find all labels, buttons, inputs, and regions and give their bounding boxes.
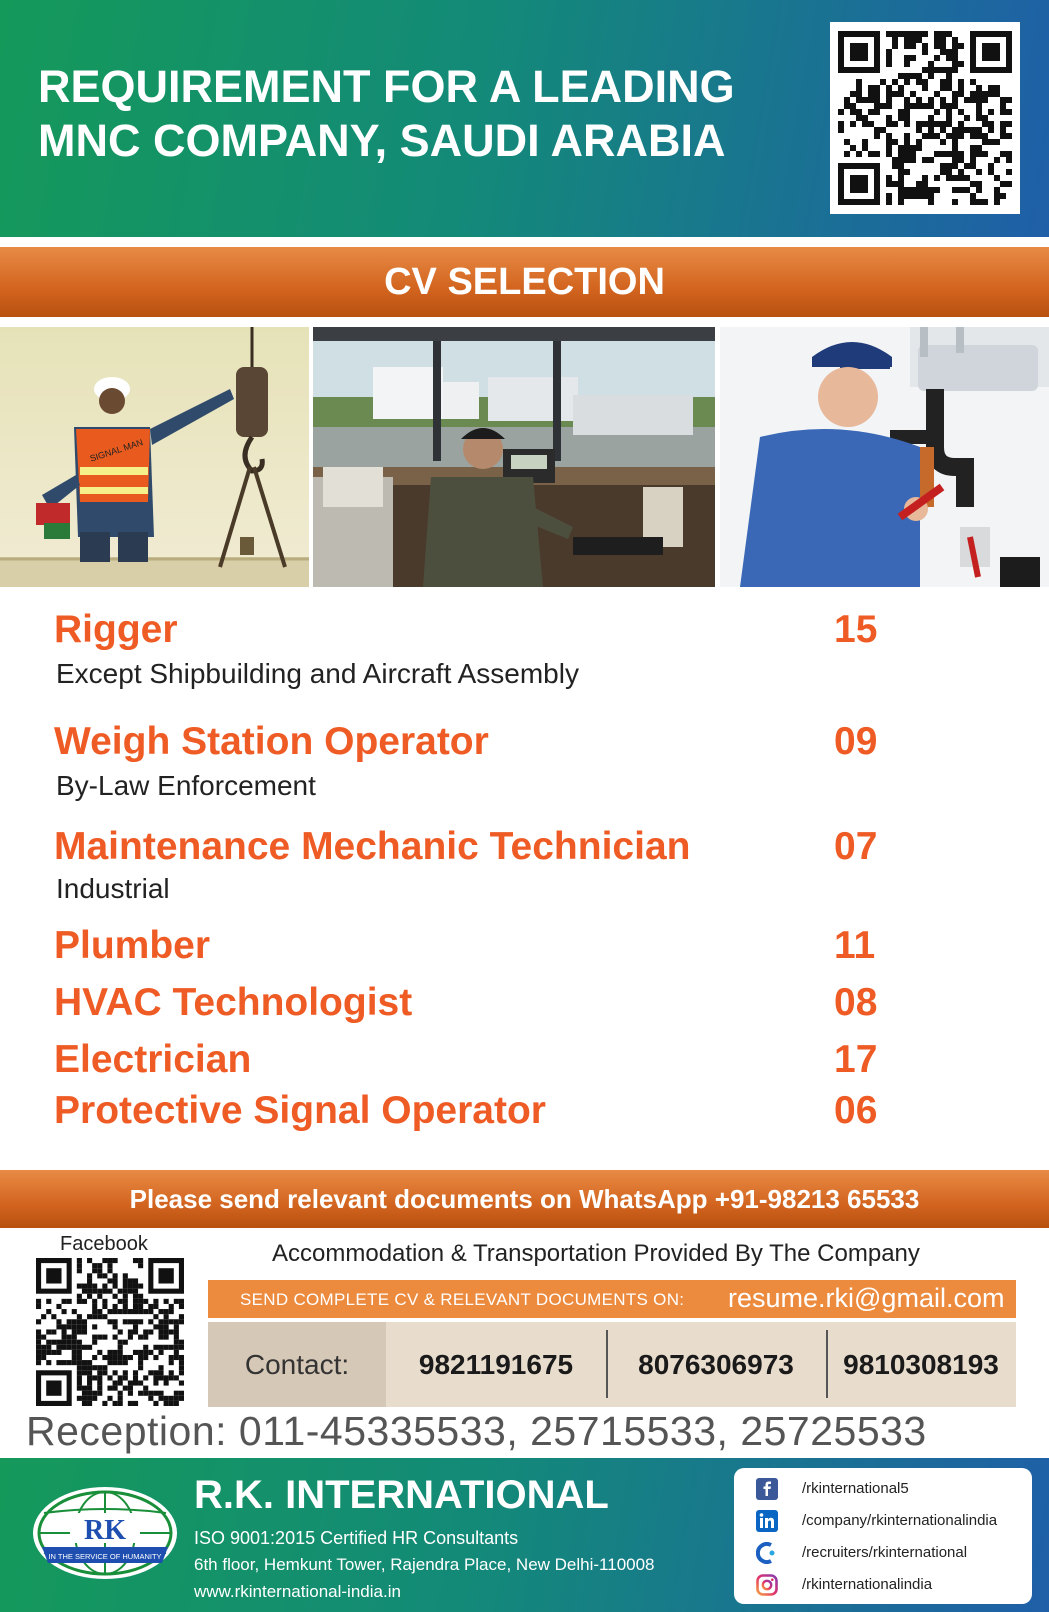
send-cv-label: SEND COMPLETE CV & RELEVANT DOCUMENTS ON:: [240, 1290, 685, 1309]
job-count: 09: [834, 720, 878, 763]
phone-number[interactable]: 9810308193: [843, 1349, 999, 1380]
title-line-1: REQUIREMENT FOR A LEADING: [38, 61, 735, 112]
job-count: 11: [834, 924, 876, 967]
job-title: Maintenance Mechanic Technician: [54, 825, 691, 868]
company-address: 6th floor, Hemkunt Tower, Rajendra Place, New Delhi-110008: [194, 1555, 655, 1574]
job-count: 08: [834, 981, 878, 1024]
website-link[interactable]: www.rkinternational-india.in: [194, 1582, 401, 1601]
social-handle: /company/rkinternationalindia: [802, 1512, 998, 1529]
weigh-station-photo: [313, 327, 715, 587]
social-links: [734, 1468, 1032, 1604]
job-title: Protective Signal Operator: [54, 1089, 546, 1132]
rigger-photo: [0, 327, 309, 587]
plumber-photo: [720, 327, 1049, 587]
job-subtitle: By-Law Enforcement: [56, 770, 316, 801]
job-title: Electrician: [54, 1038, 252, 1081]
title-line-2: MNC COMPANY, SAUDI ARABIA: [38, 115, 726, 166]
logo-tagline: IN THE SERVICE OF HUMANITY: [48, 1552, 162, 1561]
social-naukri[interactable]: [734, 1538, 1032, 1568]
linkedin-icon: [756, 1510, 778, 1532]
email-address[interactable]: resume.rki@gmail.com: [728, 1283, 1005, 1313]
cv-selection-band: CV SELECTION: [0, 247, 1049, 317]
job-subtitle: Except Shipbuilding and Aircraft Assembly: [56, 658, 579, 689]
iso-certification: ISO 9001:2015 Certified HR Consultants: [194, 1528, 519, 1548]
logo-text: RK: [84, 1515, 126, 1546]
instagram-icon: [756, 1574, 778, 1596]
social-handle: /rkinternational5: [802, 1480, 909, 1497]
job-title: Weigh Station Operator: [54, 720, 489, 763]
job-title: Plumber: [54, 924, 211, 967]
accommodation-note: Accommodation & Transportation Provided By The Company: [272, 1240, 920, 1267]
rk-logo: [30, 1483, 180, 1583]
contact-label: Contact:: [208, 1322, 386, 1407]
reception-numbers: Reception: 011-45335533, 25715533, 25725533: [26, 1408, 927, 1454]
job-subtitle: Industrial: [56, 873, 170, 904]
qr-code-icon: [36, 1258, 184, 1406]
job-count: 07: [834, 825, 878, 868]
qr-code-icon: [838, 30, 1012, 206]
social-handle: /rkinternationalindia: [802, 1576, 933, 1593]
facebook-label: Facebook: [60, 1233, 148, 1255]
phone-number[interactable]: 8076306973: [638, 1349, 794, 1380]
job-count: 17: [834, 1038, 878, 1081]
header-banner: [0, 0, 1049, 237]
send-cv-bar: [208, 1280, 1016, 1318]
globe-logo-icon: [30, 1483, 180, 1583]
social-instagram[interactable]: [734, 1570, 1032, 1600]
qr-code: [830, 22, 1020, 214]
whatsapp-band: Please send relevant documents on WhatsApp +91-98213 65533: [0, 1170, 1049, 1228]
vest-text: SIGNAL MAN: [88, 437, 145, 464]
social-handle: /recruiters/rkinternational: [802, 1544, 968, 1561]
page-title: [38, 60, 818, 168]
facebook-icon: [756, 1478, 778, 1500]
phone-number[interactable]: 9821191675: [418, 1349, 574, 1380]
footer-banner: [0, 1458, 1049, 1612]
job-title: HVAC Technologist: [54, 981, 413, 1024]
company-name: R.K. INTERNATIONAL: [194, 1473, 609, 1517]
social-facebook[interactable]: [734, 1474, 1032, 1504]
naukri-icon: [756, 1542, 778, 1564]
facebook-qr-code: [36, 1258, 184, 1406]
job-count: 15: [834, 608, 878, 651]
job-count: 06: [834, 1089, 878, 1132]
social-linkedin[interactable]: [734, 1506, 1032, 1536]
contact-box: [208, 1322, 1016, 1407]
job-title: Rigger: [54, 608, 178, 651]
